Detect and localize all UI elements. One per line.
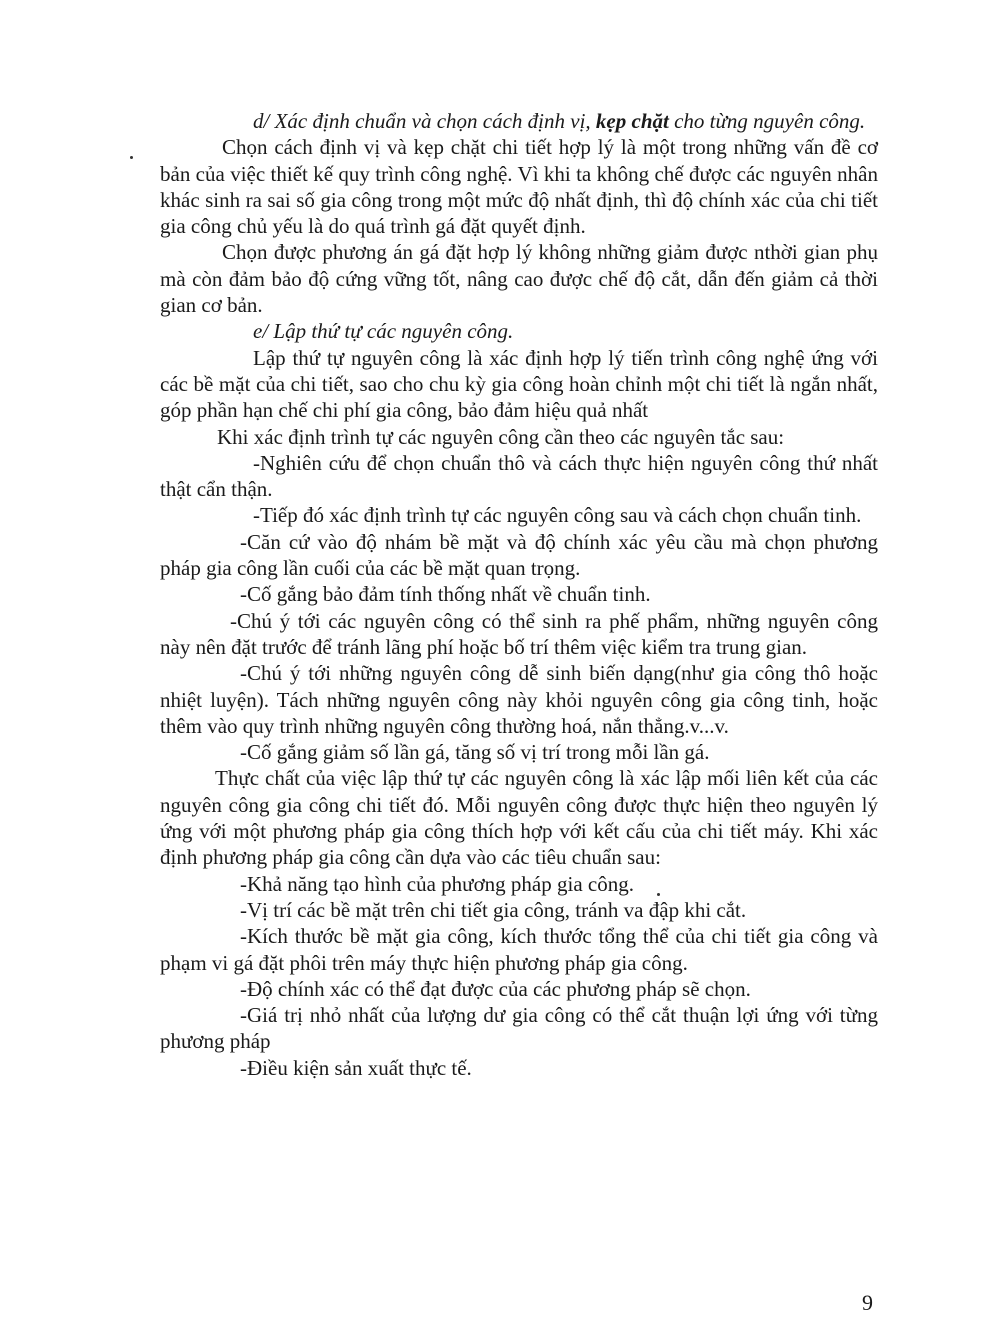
paragraph: Thực chất của việc lập thứ tự các nguyên công là xác lập mối liên kết của các nguyên công gia công chi tiết đó. Mỗi nguyên công được thực hiện theo nguyên lý ứng với một phương pháp gia công thích hợp với kết cấu của chi tiết máy. Khi xác định phương pháp gia công cần dựa vào các tiêu chuẩn sau: — [160, 766, 878, 870]
criteria-item: -Khả năng tạo hình của phương pháp gia công. — [240, 871, 634, 896]
criteria-item: -Điều kiện sản xuất thực tế. — [240, 1055, 472, 1080]
rule-item: -Cố gắng giảm số lần gá, tăng số vị trí trong mỗi lần gá. — [240, 740, 710, 765]
rule-item: -Căn cứ vào độ nhám bề mặt và độ chính xác yêu cầu mà chọn phương pháp gia công lần cuối của các bề mặt quan trọng. — [160, 529, 878, 581]
section-d-title-tail: cho từng nguyên công. — [668, 109, 866, 133]
page-number: 9 — [862, 1290, 873, 1315]
section-d-label: d/ — [253, 109, 270, 133]
rule-item: -Chú ý tới các nguyên công có thể sinh ra phế phẩm, những nguyên công này nên đặt trước để tránh lãng phí hoặc bố trí thêm việc kiểm tra trung gian. — [160, 608, 878, 659]
rule-item: -Chú ý tới những nguyên công dễ sinh biến dạng(như gia công thô hoặc nhiệt luyện). Tách những nguyên công này khỏi nguyên công gia công tinh, hoặc thêm vào quy trình những nguyên công thường hoá, nắn thẳng.v...v. — [160, 661, 878, 738]
paragraph: Lập thứ tự nguyên công là xác định hợp lý tiến trình công nghệ ứng với các bề mặt của chi tiết, sao cho chu kỳ gia công hoàn chỉnh một chi tiết là ngắn nhất, góp phần hạn chế chi phí gia công, bảo đảm hiệu quả nhất — [160, 345, 878, 423]
scan-speck — [130, 156, 133, 159]
paragraph: Chọn cách định vị và kẹp chặt chi tiết hợp lý là một trong những vấn đề cơ bản của việc thiết kế quy trình công nghệ. Vì khi ta không chế được các nguyên nhân khác sinh ra sai số gia công trong một mức độ nhất định, thì độ chính xác của chi tiết gia công chủ yếu là do quá trình gá đặt quyết định. — [160, 135, 878, 239]
rule-item: -Tiếp đó xác định trình tự các nguyên công sau và cách chọn chuẩn tinh. — [253, 503, 862, 528]
criteria-item: -Kích thước bề mặt gia công, kích thước tổng thể của chi tiết gia công và phạm vi gá đặt phôi trên máy thực hiện phương pháp gia công. — [160, 924, 878, 975]
criteria-item: -Giá trị nhỏ nhất của lượng dư gia công có thể cắt thuận lợi ứng với từng phương pháp — [160, 1003, 878, 1054]
paragraph: Khi xác định trình tự các nguyên công cần theo các nguyên tắc sau: — [217, 424, 785, 449]
rule-item: -Nghiên cứu để chọn chuẩn thô và cách thực hiện nguyên công thứ nhất thật cẩn thận. — [160, 450, 878, 502]
section-d-title-bold: kẹp chặt — [595, 109, 669, 133]
section-e-heading — [160, 318, 878, 344]
section-e-label: e/ — [253, 319, 269, 344]
paragraph: Chọn được phương án gá đặt hợp lý không những giảm được nthời gian phụ mà còn đảm bảo độ cứng vững tốt, nâng cao được chế độ cắt, dẫn đến giảm cả thời gian cơ bản. — [160, 240, 878, 318]
section-d-heading — [160, 108, 878, 134]
rule-item: -Cố gắng bảo đảm tính thống nhất về chuẩn tinh. — [240, 582, 651, 607]
section-d-title-lead: Xác định chuẩn và chọn cách định vị, — [274, 109, 596, 133]
criteria-item: -Vị trí các bề mặt trên chi tiết gia công, tránh va đập khi cắt. — [240, 897, 747, 922]
criteria-item: -Độ chính xác có thể đạt được của các phương pháp sẽ chọn. — [240, 976, 751, 1001]
body-text — [160, 108, 878, 1081]
section-e-title: Lập thứ tự các nguyên công. — [273, 319, 514, 344]
